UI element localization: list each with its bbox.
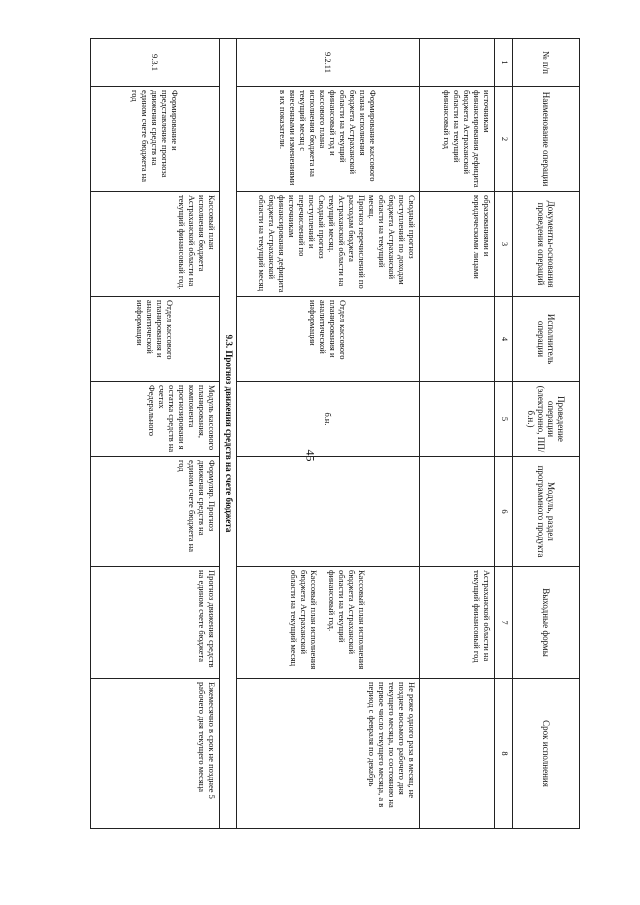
header-module: Модуль, раздел программного продукта — [513, 457, 580, 567]
header-num: № п/п — [513, 39, 580, 87]
cell-num — [420, 39, 495, 87]
col-number: 5 — [495, 382, 513, 457]
cell-deadline: Ежемесячно в срок не позднее 5 рабочего дня текущего месяца — [91, 679, 220, 829]
doc-line: Сводный прогноз поступлений по доходам бюджета Астраханской области на текущий месяц. — [367, 195, 417, 285]
cell-module — [237, 457, 420, 567]
cell-forms: Прогноз движения средств на едином счете бюджета — [91, 567, 220, 679]
col-number: 7 — [495, 567, 513, 679]
form-line: Кассовый план исполнения бюджета Астраханской области на текущий месяц — [289, 570, 319, 670]
cell-mode: Модуль кассового планирования, компонента прогнозировани я остатка средств на счетах Федерального — [91, 382, 220, 457]
cell-num: 9.3.1 — [91, 39, 220, 87]
col-number: 1 — [495, 39, 513, 87]
cell-forms: Астраханской области на текущий финансовый год — [420, 567, 495, 679]
header-deadline: Срок исполнения — [513, 679, 580, 829]
header-executor: Исполнитель операции — [513, 297, 580, 382]
cell-num: 9.2.11 — [237, 39, 420, 87]
cell-mode: б.н. — [237, 382, 420, 457]
section-title: 9.3. Прогноз движения средств на счете бюджета — [220, 39, 237, 829]
rotated-page — [80, 38, 580, 828]
cell-name: Формирование кассового плана исполнения бюджета Астраханской области на текущий финансовый год и кассового плана исполнения бюджета на текущий месяц с внесенными изменениями в их показатели. — [237, 87, 420, 192]
header-mode: Проведение операции (электронно, ПП/б.н.) — [513, 382, 580, 457]
cell-docs: образованиями и юридическими лицами — [420, 192, 495, 297]
cell-mode — [420, 382, 495, 457]
col-number: 6 — [495, 457, 513, 567]
header-name: Наименование операции — [513, 87, 580, 192]
doc-line: Сводный прогноз поступлений и перечислений по источникам финансирования дефицита бюджета Астраханской области на текущий месяц — [257, 195, 327, 293]
operations-table — [90, 38, 580, 829]
cell-deadline — [420, 679, 495, 829]
header-row — [513, 39, 580, 829]
table-row — [91, 39, 220, 829]
cell-name: Формирование и представление прогноза движения средств на едином счете бюджета на год — [91, 87, 220, 192]
header-docs: Документы-основания проведения операций — [513, 192, 580, 297]
table-row — [237, 39, 420, 829]
form-line: Кассовый план исполнения бюджета Астраханской области на текущий финансовый год. — [327, 570, 367, 670]
cell-module: Формуляр. Прогноз движения средств на едином счете бюджета на год — [91, 457, 220, 567]
cell-name: источникам финансирования дефицита бюджета Астраханской области на текущий финансовый год — [420, 87, 495, 192]
cell-module — [420, 457, 495, 567]
col-number: 8 — [495, 679, 513, 829]
col-number: 3 — [495, 192, 513, 297]
cell-docs — [237, 192, 420, 297]
col-number: 2 — [495, 87, 513, 192]
cell-executor — [420, 297, 495, 382]
cell-executor: Отдел кассового планирования и аналитической информации — [91, 297, 220, 382]
cell-deadline: Не реже одного раза в месяц, не позднее восьмого рабочего дня текущего месяца, по состоянию на первое число текущего месяца, а в период с февраля по декабрь — [237, 679, 420, 829]
table-row — [420, 39, 495, 829]
cell-forms — [237, 567, 420, 679]
page-number: 45 — [303, 449, 318, 462]
doc-line: Прогноз перечислений по расходам бюджета Астраханской области на текущий месяц. — [327, 195, 367, 289]
section-row — [220, 39, 237, 829]
col-number: 4 — [495, 297, 513, 382]
column-number-row — [495, 39, 513, 829]
header-forms: Выходные формы — [513, 567, 580, 679]
cell-docs: Кассовый план исполнения бюджета Астраханской области на текущий финансовый год. — [91, 192, 220, 297]
cell-executor: Отдел кассового планирования и аналитической информации — [237, 297, 420, 382]
